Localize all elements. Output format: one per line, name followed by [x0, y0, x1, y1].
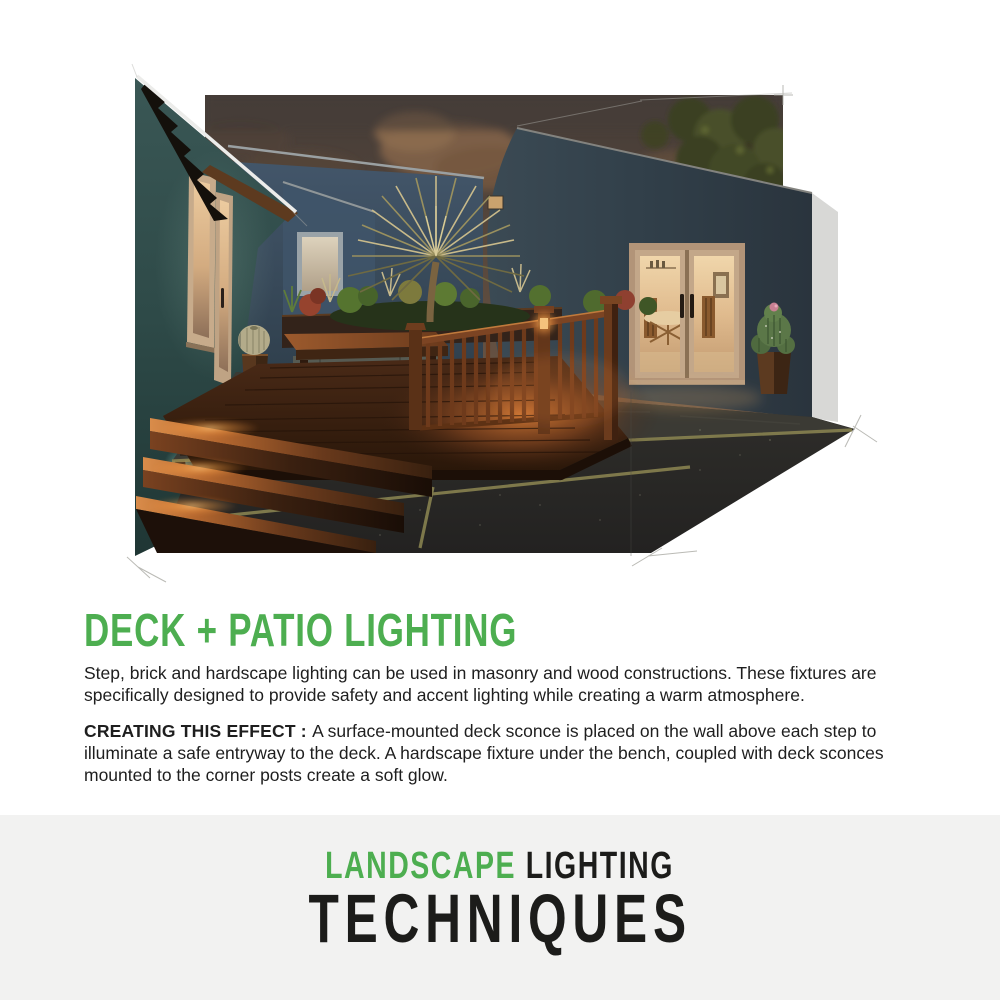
section-title [84, 604, 936, 656]
cactus-flower [770, 303, 779, 312]
brand-word-landscape: LANDSCAPE [325, 845, 517, 887]
effect-paragraph [84, 720, 936, 786]
step-light-pool-2 [152, 459, 248, 477]
effect-label: CREATING THIS EFFECT : [84, 721, 307, 741]
section-title-text: DECK + PATIO LIGHTING [84, 604, 518, 656]
door-handle-right [690, 294, 694, 318]
brand-footer [0, 815, 1000, 1000]
brand-word-techniques: TECHNIQUES [308, 880, 692, 957]
step-light-pool-3 [146, 497, 238, 515]
gable-vent [488, 196, 503, 209]
glass-door-handle [221, 288, 224, 308]
right-cut-strip [812, 193, 838, 422]
brand-line-2 [0, 880, 1000, 957]
rail-post-left [409, 330, 422, 430]
effect-text: A surface-mounted deck sconce is placed on the wall above each step to illuminate a safe entryway to the deck. A hardscape fixture under the bench, coupled with deck sconces mounted to the corner posts create a soft glow. [84, 721, 884, 785]
brand-word-lighting: LIGHTING [526, 845, 675, 887]
door-handle-left [680, 294, 684, 318]
post-sconce [540, 318, 548, 329]
intro-paragraph: Step, brick and hardscape lighting can be used in masonry and wood constructions. These fixtures are specifically designed to provide safety and accent lighting while creating a warm atmosphere. [84, 663, 877, 705]
step-light-pool-1 [160, 419, 260, 437]
description-section [84, 604, 936, 786]
